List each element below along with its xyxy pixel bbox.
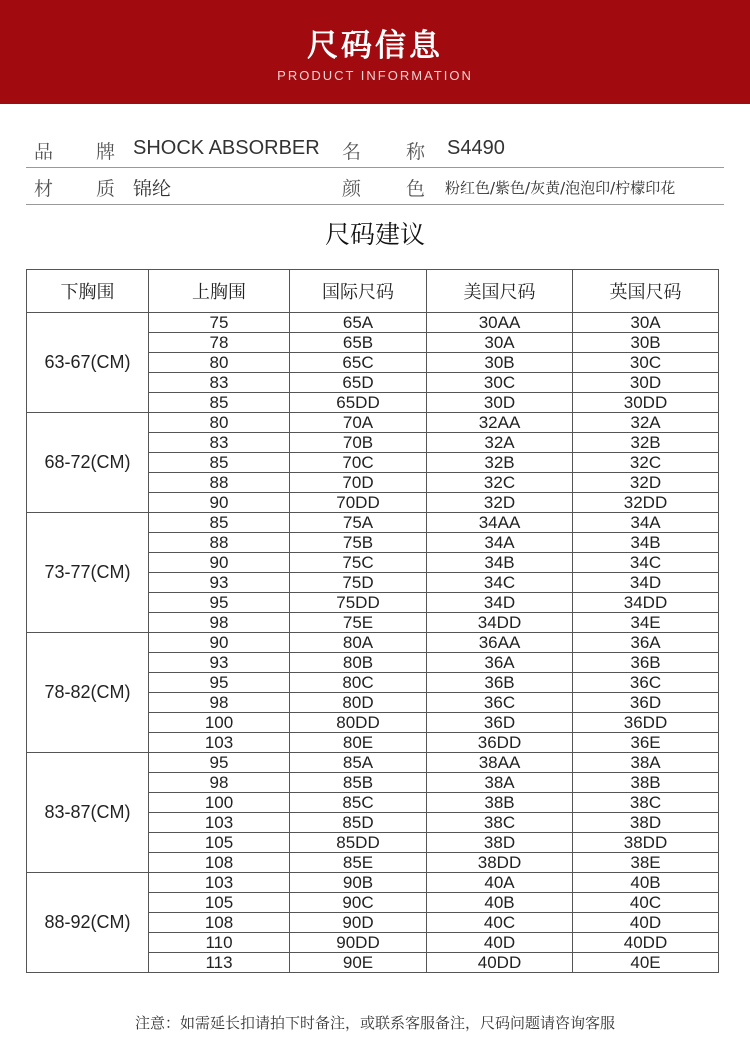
footnote: 注意：如需延长扣请拍下时备注，或联系客服备注，尺码问题请咨询客服 <box>134 1014 615 1032</box>
us-size-cell: 40B <box>427 893 573 913</box>
over-bust-cell: 85 <box>149 393 290 413</box>
us-size-cell: 40C <box>427 913 573 933</box>
intl-size-cell: 80C <box>290 673 427 693</box>
over-bust-cell: 93 <box>149 573 290 593</box>
us-size-cell: 32B <box>427 453 573 473</box>
over-bust-cell: 105 <box>149 833 290 853</box>
intl-size-cell: 85C <box>290 793 427 813</box>
us-size-cell: 38D <box>427 833 573 853</box>
uk-size-cell: 40B <box>573 873 719 893</box>
intl-size-cell: 90B <box>290 873 427 893</box>
uk-size-cell: 36A <box>573 633 719 653</box>
header-uk-size: 英国尺码 <box>573 270 719 313</box>
under-bust-range: 63-67(CM) <box>27 313 149 413</box>
intl-size-cell: 65A <box>290 313 427 333</box>
intl-size-cell: 90E <box>290 953 427 973</box>
color-label-char-2: 色 <box>406 178 426 200</box>
over-bust-cell: 103 <box>149 873 290 893</box>
uk-size-cell: 38B <box>573 773 719 793</box>
us-size-cell: 36D <box>427 713 573 733</box>
us-size-cell: 40DD <box>427 953 573 973</box>
uk-size-cell: 32A <box>573 413 719 433</box>
intl-size-cell: 85D <box>290 813 427 833</box>
under-bust-range: 78-82(CM) <box>27 633 149 753</box>
us-size-cell: 36B <box>427 673 573 693</box>
us-size-cell: 34D <box>427 593 573 613</box>
uk-size-cell: 40E <box>573 953 719 973</box>
uk-size-cell: 34A <box>573 513 719 533</box>
uk-size-cell: 36B <box>573 653 719 673</box>
us-size-cell: 30D <box>427 393 573 413</box>
us-size-cell: 34C <box>427 573 573 593</box>
over-bust-cell: 103 <box>149 733 290 753</box>
colors-value: 粉红色/紫色/灰黄/泡泡印/柠檬印花 <box>445 179 676 197</box>
over-bust-cell: 90 <box>149 493 290 513</box>
us-size-cell: 30A <box>427 333 573 353</box>
intl-size-cell: 85A <box>290 753 427 773</box>
uk-size-cell: 36DD <box>573 713 719 733</box>
intl-size-cell: 75DD <box>290 593 427 613</box>
us-size-cell: 32D <box>427 493 573 513</box>
us-size-cell: 34A <box>427 533 573 553</box>
over-bust-cell: 98 <box>149 613 290 633</box>
intl-size-cell: 70B <box>290 433 427 453</box>
us-size-cell: 32AA <box>427 413 573 433</box>
table-row <box>27 413 719 433</box>
material-label-char-1: 材 <box>34 178 54 200</box>
header-under-bust: 下胸围 <box>27 270 149 313</box>
over-bust-cell: 108 <box>149 913 290 933</box>
intl-size-cell: 75B <box>290 533 427 553</box>
intl-size-cell: 90DD <box>290 933 427 953</box>
page-title: 尺码信息 <box>307 28 443 64</box>
us-size-cell: 36C <box>427 693 573 713</box>
uk-size-cell: 38E <box>573 853 719 873</box>
uk-size-cell: 40C <box>573 893 719 913</box>
intl-size-cell: 80E <box>290 733 427 753</box>
intl-size-cell: 65D <box>290 373 427 393</box>
us-size-cell: 38C <box>427 813 573 833</box>
table-row <box>27 513 719 533</box>
us-size-cell: 32C <box>427 473 573 493</box>
uk-size-cell: 36E <box>573 733 719 753</box>
size-table-body <box>27 313 719 973</box>
intl-size-cell: 80B <box>290 653 427 673</box>
intl-size-cell: 75D <box>290 573 427 593</box>
under-bust-range: 88-92(CM) <box>27 873 149 973</box>
over-bust-cell: 98 <box>149 773 290 793</box>
intl-size-cell: 75C <box>290 553 427 573</box>
intl-size-cell: 80A <box>290 633 427 653</box>
uk-size-cell: 34C <box>573 553 719 573</box>
material-value: 锦纶 <box>133 178 172 200</box>
intl-size-cell: 85B <box>290 773 427 793</box>
under-bust-range: 83-87(CM) <box>27 753 149 873</box>
over-bust-cell: 83 <box>149 373 290 393</box>
brand-label-char-1: 品 <box>34 141 54 163</box>
intl-size-cell: 70D <box>290 473 427 493</box>
uk-size-cell: 34D <box>573 573 719 593</box>
info-row-brand-name <box>26 131 724 168</box>
us-size-cell: 38B <box>427 793 573 813</box>
table-row <box>27 873 719 893</box>
header-over-bust: 上胸围 <box>149 270 290 313</box>
intl-size-cell: 85DD <box>290 833 427 853</box>
intl-size-cell: 90C <box>290 893 427 913</box>
intl-size-cell: 65DD <box>290 393 427 413</box>
uk-size-cell: 38A <box>573 753 719 773</box>
uk-size-cell: 34DD <box>573 593 719 613</box>
table-header-row <box>27 270 719 313</box>
section-title: 尺码建议 <box>324 220 425 249</box>
page-subtitle: PRODUCT INFORMATION <box>277 68 473 83</box>
over-bust-cell: 80 <box>149 353 290 373</box>
over-bust-cell: 110 <box>149 933 290 953</box>
uk-size-cell: 34B <box>573 533 719 553</box>
header-intl-size: 国际尺码 <box>290 270 427 313</box>
over-bust-cell: 100 <box>149 793 290 813</box>
uk-size-cell: 30DD <box>573 393 719 413</box>
over-bust-cell: 105 <box>149 893 290 913</box>
uk-size-cell: 40DD <box>573 933 719 953</box>
uk-size-cell: 30B <box>573 333 719 353</box>
size-chart-table <box>26 269 719 973</box>
over-bust-cell: 95 <box>149 593 290 613</box>
brand-value: SHOCK ABSORBER <box>133 137 320 159</box>
uk-size-cell: 38D <box>573 813 719 833</box>
us-size-cell: 40D <box>427 933 573 953</box>
us-size-cell: 34DD <box>427 613 573 633</box>
us-size-cell: 34AA <box>427 513 573 533</box>
uk-size-cell: 32C <box>573 453 719 473</box>
under-bust-range: 73-77(CM) <box>27 513 149 633</box>
over-bust-cell: 78 <box>149 333 290 353</box>
over-bust-cell: 113 <box>149 953 290 973</box>
model-value: S4490 <box>447 137 505 159</box>
color-label-char-1: 颜 <box>342 178 362 200</box>
uk-size-cell: 36C <box>573 673 719 693</box>
us-size-cell: 38AA <box>427 753 573 773</box>
uk-size-cell: 32D <box>573 473 719 493</box>
name-label-char-2: 称 <box>406 141 426 163</box>
us-size-cell: 34B <box>427 553 573 573</box>
intl-size-cell: 75E <box>290 613 427 633</box>
us-size-cell: 36DD <box>427 733 573 753</box>
table-row <box>27 753 719 773</box>
table-row <box>27 313 719 333</box>
uk-size-cell: 40D <box>573 913 719 933</box>
over-bust-cell: 95 <box>149 673 290 693</box>
intl-size-cell: 70C <box>290 453 427 473</box>
over-bust-cell: 80 <box>149 413 290 433</box>
over-bust-cell: 103 <box>149 813 290 833</box>
over-bust-cell: 85 <box>149 513 290 533</box>
intl-size-cell: 80DD <box>290 713 427 733</box>
uk-size-cell: 38DD <box>573 833 719 853</box>
uk-size-cell: 32DD <box>573 493 719 513</box>
over-bust-cell: 75 <box>149 313 290 333</box>
header-banner <box>0 0 750 104</box>
uk-size-cell: 30C <box>573 353 719 373</box>
over-bust-cell: 90 <box>149 553 290 573</box>
uk-size-cell: 34E <box>573 613 719 633</box>
us-size-cell: 30AA <box>427 313 573 333</box>
over-bust-cell: 98 <box>149 693 290 713</box>
intl-size-cell: 80D <box>290 693 427 713</box>
over-bust-cell: 93 <box>149 653 290 673</box>
over-bust-cell: 88 <box>149 473 290 493</box>
header-us-size: 美国尺码 <box>427 270 573 313</box>
over-bust-cell: 95 <box>149 753 290 773</box>
us-size-cell: 32A <box>427 433 573 453</box>
us-size-cell: 38A <box>427 773 573 793</box>
intl-size-cell: 70DD <box>290 493 427 513</box>
uk-size-cell: 30D <box>573 373 719 393</box>
us-size-cell: 30C <box>427 373 573 393</box>
uk-size-cell: 30A <box>573 313 719 333</box>
uk-size-cell: 32B <box>573 433 719 453</box>
material-label-char-2: 质 <box>96 178 116 200</box>
over-bust-cell: 108 <box>149 853 290 873</box>
us-size-cell: 36AA <box>427 633 573 653</box>
intl-size-cell: 85E <box>290 853 427 873</box>
uk-size-cell: 36D <box>573 693 719 713</box>
under-bust-range: 68-72(CM) <box>27 413 149 513</box>
intl-size-cell: 75A <box>290 513 427 533</box>
name-label-char-1: 名 <box>342 141 362 163</box>
intl-size-cell: 65C <box>290 353 427 373</box>
intl-size-cell: 65B <box>290 333 427 353</box>
intl-size-cell: 90D <box>290 913 427 933</box>
over-bust-cell: 83 <box>149 433 290 453</box>
over-bust-cell: 90 <box>149 633 290 653</box>
table-row <box>27 633 719 653</box>
info-row-material-color <box>26 168 724 205</box>
us-size-cell: 40A <box>427 873 573 893</box>
us-size-cell: 36A <box>427 653 573 673</box>
us-size-cell: 38DD <box>427 853 573 873</box>
brand-label-char-2: 牌 <box>96 141 116 163</box>
uk-size-cell: 38C <box>573 793 719 813</box>
us-size-cell: 30B <box>427 353 573 373</box>
intl-size-cell: 70A <box>290 413 427 433</box>
over-bust-cell: 85 <box>149 453 290 473</box>
over-bust-cell: 88 <box>149 533 290 553</box>
over-bust-cell: 100 <box>149 713 290 733</box>
